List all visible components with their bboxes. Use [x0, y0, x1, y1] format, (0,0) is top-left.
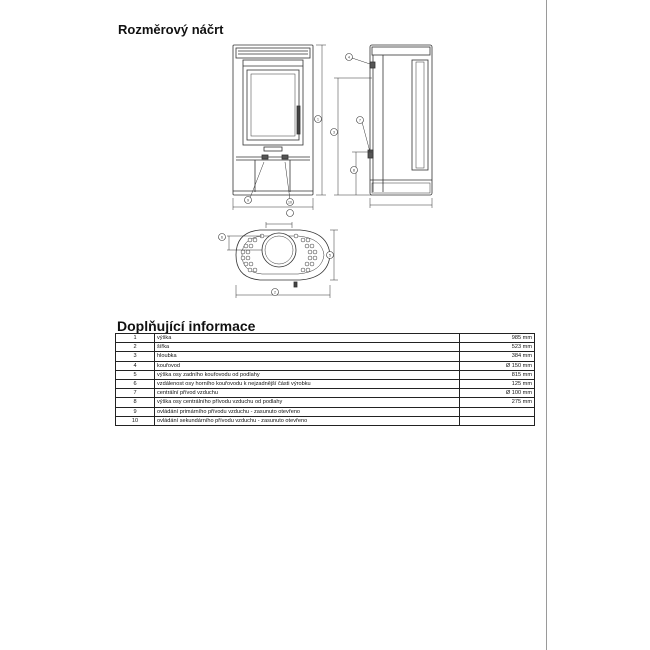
callout-8-label: 8	[353, 168, 355, 173]
row-number: 10	[116, 416, 155, 425]
row-number: 6	[116, 379, 155, 388]
row-value: 125 mm	[460, 379, 535, 388]
stove-side-view	[331, 45, 433, 208]
callout-6-label: 6	[221, 235, 223, 240]
row-value: 523 mm	[460, 343, 535, 352]
row-value: Ø 100 mm	[460, 389, 535, 398]
row-value: 985 mm	[460, 334, 535, 343]
callout-10-label: 10	[288, 200, 292, 205]
row-value: 275 mm	[460, 398, 535, 407]
callout-3-label: 3	[333, 130, 335, 135]
callout-2-label: 2	[274, 290, 276, 295]
table-row	[116, 389, 535, 398]
row-label: ovládání sekundárního přívodu vzduchu - zasunuto otevřeno	[155, 416, 460, 425]
table-row	[116, 334, 535, 343]
row-number: 8	[116, 398, 155, 407]
sketch-heading: Rozměrový náčrt	[118, 22, 224, 37]
callout-5-label: 5	[329, 253, 331, 258]
row-label: výška osy centrálního přívodu vzduchu od podlahy	[155, 398, 460, 407]
row-label: šířka	[155, 343, 460, 352]
row-number: 9	[116, 407, 155, 416]
stove-front-view	[233, 45, 326, 217]
table-row	[116, 398, 535, 407]
row-value	[460, 407, 535, 416]
table-row	[116, 343, 535, 352]
row-value: Ø 150 mm	[460, 361, 535, 370]
row-number: 2	[116, 343, 155, 352]
row-number: 1	[116, 334, 155, 343]
row-label: vzdálenost osy horního kouřovodu k nejzadnější části výrobku	[155, 379, 460, 388]
row-label: výška osy zadního kouřovodu od podlahy	[155, 370, 460, 379]
table-row	[116, 407, 535, 416]
row-value: 815 mm	[460, 370, 535, 379]
row-number: 5	[116, 370, 155, 379]
info-heading: Doplňující informace	[117, 318, 256, 334]
row-label: hloubka	[155, 352, 460, 361]
stove-top-view	[219, 222, 339, 298]
table-row	[116, 361, 535, 370]
row-value	[460, 416, 535, 425]
row-label: ovládání primárního přívodu vzduchu - zasunuto otevřeno	[155, 407, 460, 416]
row-label: výška	[155, 334, 460, 343]
row-value: 384 mm	[460, 352, 535, 361]
table-row	[116, 370, 535, 379]
row-label: centrální přívod vzduchu	[155, 389, 460, 398]
table-row	[116, 416, 535, 425]
row-number: 4	[116, 361, 155, 370]
row-number: 7	[116, 389, 155, 398]
callout-4-label: 4	[348, 55, 350, 60]
row-number: 3	[116, 352, 155, 361]
callout-7-label: 7	[359, 118, 361, 123]
table-row	[116, 352, 535, 361]
table-row	[116, 379, 535, 388]
row-label: kouřovod	[155, 361, 460, 370]
info-table	[115, 333, 535, 426]
callout-1-label: 1	[317, 117, 319, 122]
callout-9-label: 9	[247, 198, 249, 203]
